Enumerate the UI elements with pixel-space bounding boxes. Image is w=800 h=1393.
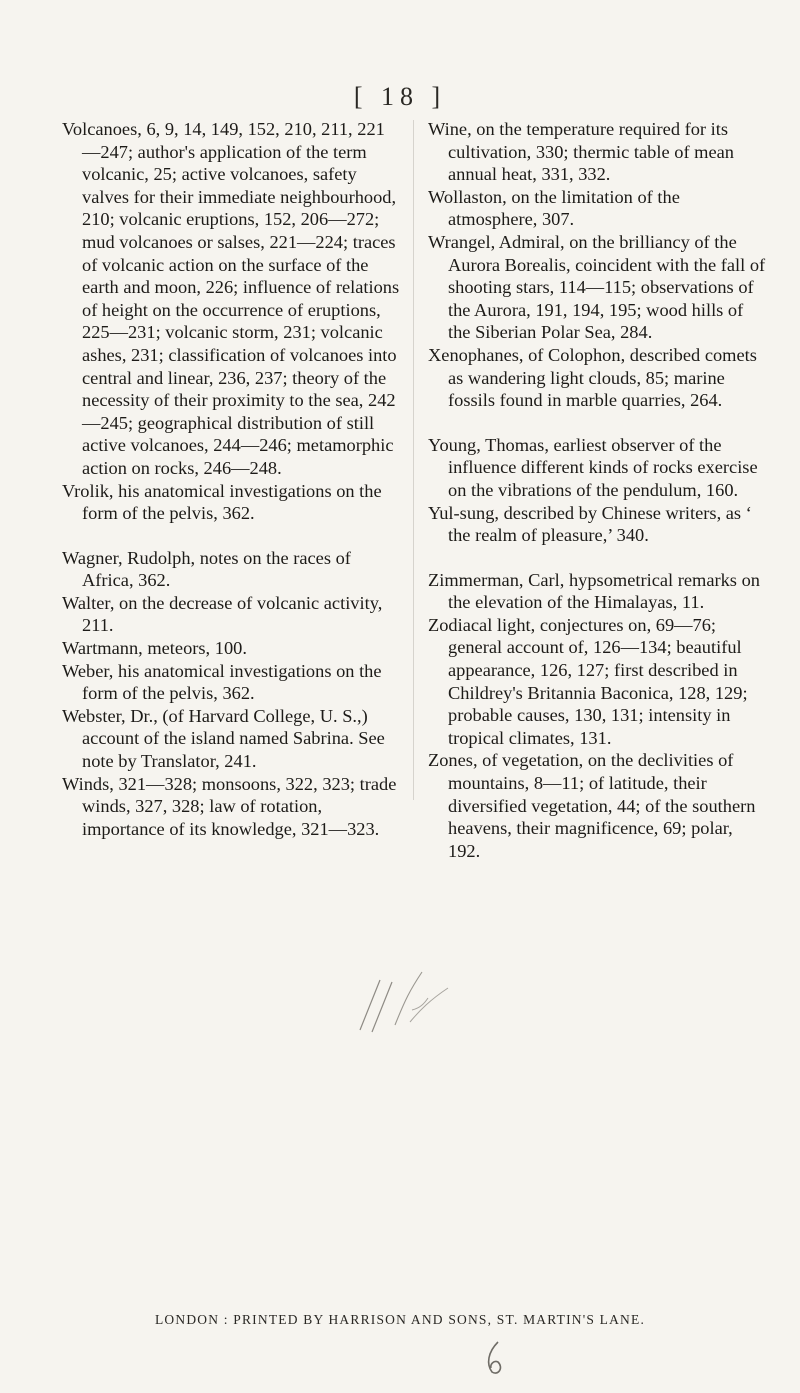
index-entry-wollaston: Wollaston, on the limitation of the atmosphere, 307. bbox=[428, 186, 680, 230]
index-column-right bbox=[428, 118, 768, 862]
index-entry-vrolik: Vrolik, his anatomical investigations on the form of the pelvis, 362. bbox=[62, 480, 382, 524]
index-entry-weber: Weber, his anatomical investigations on the form of the pelvis, 362. bbox=[62, 660, 382, 704]
section-gap bbox=[428, 412, 768, 434]
printer-imprint: LONDON : PRINTED BY HARRISON AND SONS, ST. MARTIN'S LANE. bbox=[154, 1312, 646, 1327]
index-entry-zones: Zones, of vegetation, on the declivities of mountains, 8—11; of latitude, their diversified vegetation, 44; of the southern heavens, their magnificence, 69; polar, 192. bbox=[428, 750, 756, 861]
index-entry-zimmerman: Zimmerman, Carl, hypsometrical remarks on the elevation of the Himalayas, 11. bbox=[428, 569, 760, 613]
index-entry-wine: Wine, on the temperature required for its cultivation, 330; thermic table of mean annual heat, 331, 332. bbox=[428, 119, 734, 185]
handwritten-mark bbox=[480, 1338, 510, 1378]
index-entry-wartmann: Wartmann, meteors, 100. bbox=[62, 638, 247, 659]
section-gap bbox=[62, 525, 402, 547]
column-divider bbox=[413, 120, 414, 800]
index-entry-winds: Winds, 321—328; monsoons, 322, 323; trade winds, 327, 328; law of rotation, importance of its knowledge, 321—323. bbox=[62, 773, 397, 839]
index-entry-webster: Webster, Dr., (of Harvard College, U. S.,) account of the island named Sabrina. See note by Translator, 241. bbox=[62, 705, 385, 772]
section-gap bbox=[428, 547, 768, 569]
index-entry-volcanoes: Volcanoes, 6, 9, 14, 149, 152, 210, 211, 221—247; author's application of the term volcanic, 25; active volcanoes, safety valves for their immediate neighbourhood, 210; volcanic eruptions, 152, 206—272; mud volcanoes or salses, 221—224; traces of volcanic action on the surface of the earth and moon, 226; influence of relations of height on the occurrence of eruptions, 225—231; volcanic storm, 231; volcanic ashes, 231; classification of volcanoes into central and linear, 236, 237; theory of the necessity of their proximity to the sea, 242—245; geographical distribution of still active volcanoes, 244—246; metamorphic action on rocks, 246—248. bbox=[62, 119, 400, 478]
index-entry-wagner: Wagner, Rudolph, notes on the races of Africa, 362. bbox=[62, 547, 351, 591]
index-entry-zodiacal-light: Zodiacal light, conjectures on, 69—76; general account of, 126—134; beautiful appearance, 126, 127; first described in Childrey's Britannia Baconica, 128, 129; probable causes, 130, 131; intensity in tropical climates, 131. bbox=[428, 614, 748, 748]
index-entry-yul-sung: Yul-sung, described by Chinese writers, as ‘ the realm of pleasure,’ 340. bbox=[428, 502, 752, 546]
page-number-header: [ 18 ] bbox=[353, 82, 447, 111]
index-entry-young: Young, Thomas, earliest observer of the influence different kinds of rocks exercise on the vibrations of the pendulum, 160. bbox=[428, 434, 758, 500]
index-column-left bbox=[62, 118, 402, 840]
index-entry-wrangel: Wrangel, Admiral, on the brilliancy of the Aurora Borealis, coincident with the fall of shooting stars, 114—115; observations of the Aurora, 191, 194, 195; wood hills of the Siberian Polar Sea, 284. bbox=[428, 231, 766, 343]
index-entry-xenophanes: Xenophanes, of Colophon, described comets as wandering light clouds, 85; marine fossils found in marble quarries, 264. bbox=[428, 344, 757, 411]
index-entry-walter: Walter, on the decrease of volcanic activity, 211. bbox=[62, 592, 383, 636]
pencil-scribble-mark bbox=[350, 960, 470, 1040]
